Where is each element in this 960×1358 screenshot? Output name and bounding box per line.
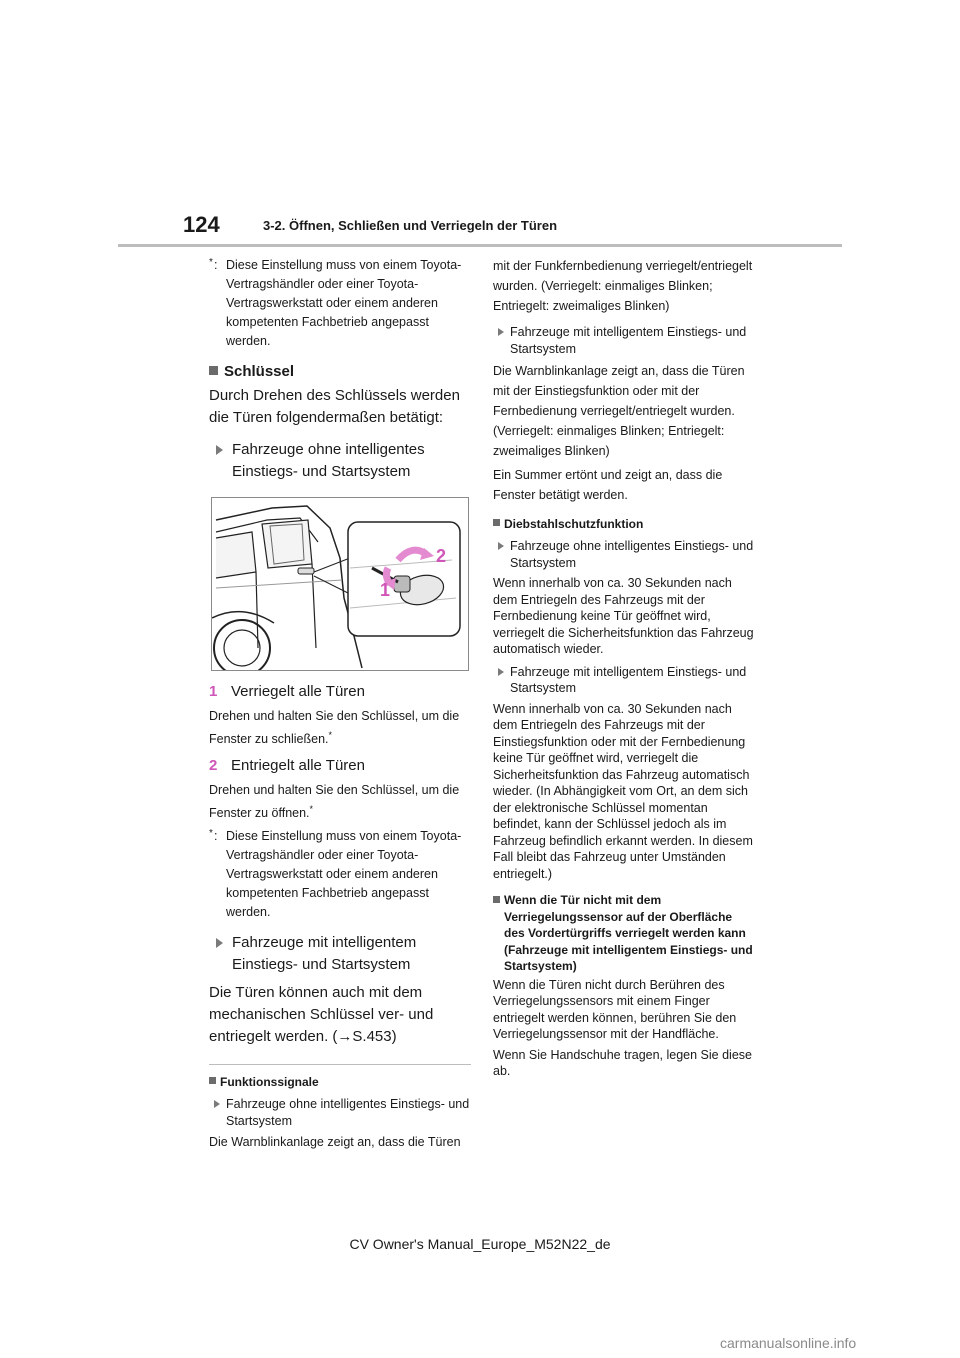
- footnote-marker: *: [209, 828, 213, 840]
- function-signals-text: Die Warnblinkanlage zeigt an, dass die Türen: [209, 1135, 461, 1150]
- bullet-label: Fahrzeuge ohne intelligentes Einstiegs- und Startsystem: [232, 441, 425, 480]
- right-column: [493, 256, 755, 1084]
- footnote-marker: *: [209, 257, 213, 268]
- bullet-smart-entry: [209, 932, 471, 976]
- page-number: 124: [183, 212, 220, 237]
- watermark-link[interactable]: carmanualsonline.info: [720, 1335, 857, 1351]
- step-label: Verriegelt alle Türen: [231, 683, 365, 700]
- square-bullet-icon: [209, 1077, 216, 1084]
- triangle-bullet-icon: [216, 938, 223, 948]
- theft-smart-text: Wenn innerhalb von ca. 30 Sekunden nach dem Entriegeln des Fahrzeugs mit der Einstiegsfunktion oder mit der Fernbedienung keine Tür geöffnet wird, verriegelt die Sicherheitsfunktion das Fahrzeug automatisch wieder. (In Abhängigkeit vom Ort, an dem sich der elektronische Schlüssel momentan befindet, kann der Schlüssel jedoch als im Fahrzeug befindlich erkannt werden. In diesem Fall bleibt das Fahrzeug unter Umständen entriegelt.): [493, 701, 753, 881]
- figure-label-2: 2: [436, 546, 447, 566]
- bullet-smart-signals: [493, 324, 755, 357]
- buzzer-text: Ein Summer ertönt und zeigt an, dass die Fenster betätigt werden.: [493, 468, 723, 502]
- step-1-description: Drehen und halten Sie den Schlüssel, um die Fenster zu schließen.*: [209, 709, 460, 747]
- header-rule: [118, 244, 842, 247]
- bullet-label: Fahrzeuge mit intelligentem Einstiegs- und Startsystem: [510, 325, 747, 356]
- manual-footer: CV Owner's Manual_Europe_M52N22_de: [349, 1236, 611, 1252]
- gloves-text: Wenn Sie Handschuhe tragen, legen Sie diese ab.: [493, 1047, 752, 1078]
- heading-label: Funktionssignale: [220, 1075, 319, 1090]
- footnote-colon: :: [214, 258, 218, 272]
- bullet-label: Fahrzeuge mit intelligentem Einstiegs- und Startsystem: [510, 664, 747, 695]
- heading-function-signals: [209, 1073, 471, 1092]
- figure-label-1: 1: [380, 580, 391, 600]
- bullet-no-smart-entry: [209, 439, 471, 483]
- triangle-bullet-icon: [214, 1100, 220, 1108]
- triangle-bullet-icon: [498, 542, 504, 550]
- bullet-theft-no-smart: [493, 538, 755, 571]
- bullet-label: Fahrzeuge ohne intelligentes Einstiegs- und Startsystem: [226, 1097, 470, 1128]
- step-label: Entriegelt alle Türen: [231, 757, 365, 775]
- step-2: [209, 755, 471, 777]
- footnote-text: Diese Einstellung muss von einem Toyota-Vertragshändler oder einer Toyota-Vertragswerkstatt oder einem anderen kompetenten Fachbetrieb angepasst werden.: [226, 829, 462, 920]
- section-title: 3-2. Öffnen, Schließen und Verriegeln der Türen: [263, 218, 558, 233]
- theft-no-smart-text: Wenn innerhalb von ca. 30 Sekunden nach dem Entriegeln des Fahrzeugs mit der Fernbedienung keine Tür geöffnet wird, verriegelt die Sicherheitsfunktion das Fahrzeug automatisch wieder.: [493, 576, 754, 656]
- triangle-bullet-icon: [498, 668, 504, 676]
- footnote-colon: :: [214, 829, 218, 844]
- heading-label: Diebstahlschutzfunktion: [504, 517, 644, 531]
- key-intro: Durch Drehen des Schlüssels werden die Türen folgendermaßen betätigt:: [209, 387, 460, 426]
- footnote-2: [209, 827, 471, 922]
- smart-signals-text: Die Warnblinkanlage zeigt an, dass die Türen mit der Einstiegsfunktion oder mit der Fernbedienung verriegelt/entriegelt wurden. (Verriegelt: einmaliges Blinken; Entriegelt: zweimaliges Blinken): [493, 364, 745, 458]
- heading-key-label: Schlüssel: [224, 363, 295, 380]
- footnote-1: [209, 256, 471, 351]
- bullet-function-no-smart: [209, 1096, 471, 1129]
- mechanical-key-text: Die Türen können auch mit dem mechanischen Schlüssel ver- und entriegelt werden. (→S.453): [209, 984, 434, 1046]
- square-bullet-icon: [209, 366, 218, 375]
- square-bullet-icon: [493, 519, 500, 526]
- key-illustration: [211, 497, 469, 671]
- triangle-bullet-icon: [498, 328, 504, 336]
- triangle-bullet-icon: [216, 445, 223, 455]
- step-number: 2: [209, 757, 218, 775]
- step-2-description: Drehen und halten Sie den Schlüssel, um die Fenster zu öffnen.*: [209, 783, 460, 821]
- square-bullet-icon: [493, 896, 500, 903]
- heading-key: [209, 361, 471, 383]
- heading-label: Wenn die Tür nicht mit dem Verriegelungssensor auf der Oberfläche des Vordertürgriffs verriegelt werden kann (Fahrzeuge mit intelligentem Einstiegs- und Startsystem): [504, 893, 753, 973]
- left-column: [209, 256, 471, 1156]
- bullet-label: Fahrzeuge mit intelligentem Einstiegs- und Startsystem: [232, 934, 417, 974]
- heading-theft-protection: [493, 515, 755, 534]
- step-number: 1: [209, 683, 218, 700]
- continuation-text: mit der Funkfernbedienung verriegelt/entriegelt wurden. (Verriegelt: einmaliges Blinken; Entriegelt: zweimaliges Blinken): [493, 259, 753, 313]
- step-1: [209, 681, 471, 703]
- car-door-key-illustration: [212, 498, 468, 670]
- footnote-text: Diese Einstellung muss von einem Toyota-Vertragshändler oder einer Toyota-Vertragswerkstatt oder einem anderen kompetenten Fachbetrieb angepasst werden.: [226, 258, 462, 348]
- bullet-label: Fahrzeuge ohne intelligentes Einstiegs- und Startsystem: [510, 539, 754, 570]
- heading-lock-sensor: [493, 892, 755, 975]
- bullet-theft-smart: [493, 664, 755, 697]
- lock-sensor-text: Wenn die Türen nicht durch Berühren des Verriegelungssensors mit einem Finger entriegelt werden können, berühren Sie den Verriegelungssensor mit der Handfläche.: [493, 977, 737, 1041]
- section-divider: [209, 1064, 471, 1065]
